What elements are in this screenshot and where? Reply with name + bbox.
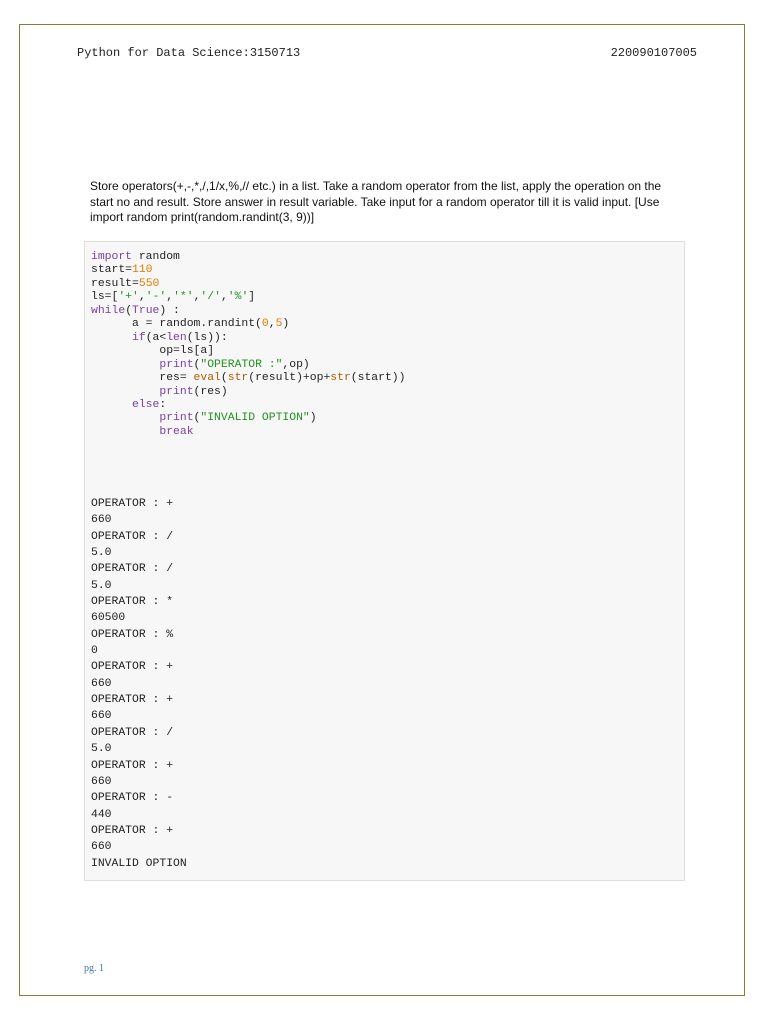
page-number: pg. 1 xyxy=(84,963,104,974)
output-line: OPERATOR : / xyxy=(91,530,174,543)
code-token: print xyxy=(159,358,194,371)
code-line xyxy=(91,251,180,263)
output-line: 440 xyxy=(91,808,112,821)
code-token: (start)) xyxy=(350,372,406,385)
code-token: 0 xyxy=(261,318,269,331)
code-token: if xyxy=(132,331,146,344)
output-line: OPERATOR : / xyxy=(91,726,174,739)
code-token xyxy=(91,412,159,424)
code-token: '%' xyxy=(227,291,249,304)
code-token: ( xyxy=(220,372,228,385)
code-token: print xyxy=(159,385,194,398)
code-line xyxy=(91,332,228,344)
code-token: "OPERATOR :" xyxy=(200,358,283,371)
output-line: INVALID OPTION xyxy=(91,857,187,870)
code-token: ) xyxy=(309,412,317,425)
code-token: ( xyxy=(193,412,201,425)
enrollment-number: 220090107005 xyxy=(610,46,697,60)
code-token: result= xyxy=(91,277,139,290)
output-line: 660 xyxy=(91,677,112,690)
code-token: while xyxy=(91,304,126,317)
code-token: ) : xyxy=(159,304,180,317)
code-token: '+' xyxy=(118,291,139,304)
output-line: OPERATOR : + xyxy=(91,661,174,674)
code-token: (res) xyxy=(193,385,228,398)
code-token: , xyxy=(268,318,276,331)
question-text: Store operators(+,-,*,/,1/x,%,// etc.) in a list. Take a random operator from the list, apply the operation on the start no and result. Store answer in result variable. Take input for a random operator till it is valid input. [Use import random print(random.randint(3, 9))] xyxy=(90,179,662,224)
code-token: 5 xyxy=(275,318,283,331)
code-token: ( xyxy=(193,358,201,371)
output-line: 0 xyxy=(91,645,98,658)
code-line xyxy=(91,399,166,411)
code-token: 550 xyxy=(138,277,160,290)
output-line: OPERATOR : * xyxy=(91,596,174,609)
code-block xyxy=(91,251,405,439)
output-line: OPERATOR : + xyxy=(91,824,174,837)
code-token: break xyxy=(159,425,194,438)
code-token: , xyxy=(166,291,174,304)
code-token: str xyxy=(227,372,249,385)
output-line: 5.0 xyxy=(91,743,112,756)
code-token: eval xyxy=(193,372,221,385)
code-token: : xyxy=(159,398,167,411)
code-token: (result)+op+ xyxy=(248,372,331,385)
code-token xyxy=(91,399,132,411)
code-token: (a< xyxy=(145,331,167,344)
output-line: 660 xyxy=(91,514,112,527)
code-line xyxy=(91,291,255,303)
code-line xyxy=(91,359,310,371)
code-token: '-' xyxy=(145,291,167,304)
output-line: OPERATOR : - xyxy=(91,792,174,805)
code-token: start= xyxy=(91,264,133,277)
output-line: OPERATOR : + xyxy=(91,759,174,772)
code-token: random xyxy=(132,251,180,263)
code-token: , xyxy=(193,291,201,304)
code-token xyxy=(91,359,159,371)
code-token: print xyxy=(159,412,194,425)
code-token: , xyxy=(220,291,228,304)
output-line: OPERATOR : + xyxy=(91,498,174,510)
output-line: 660 xyxy=(91,841,112,854)
code-token: len xyxy=(166,331,187,344)
code-token xyxy=(91,386,159,398)
code-token: ) xyxy=(282,318,290,331)
code-token: "INVALID OPTION" xyxy=(200,412,310,425)
code-token: res= xyxy=(91,372,194,385)
code-token: True xyxy=(132,304,160,317)
code-token: '*' xyxy=(173,291,194,304)
code-token: else xyxy=(132,398,160,411)
code-token: ls=[ xyxy=(91,291,119,304)
code-line xyxy=(91,372,405,384)
code-line xyxy=(91,426,194,438)
output-line: OPERATOR : + xyxy=(91,694,174,707)
code-cell xyxy=(84,241,685,881)
code-token: op=ls[a] xyxy=(91,345,215,358)
code-line xyxy=(91,318,289,330)
code-token xyxy=(91,332,132,344)
code-token: , xyxy=(138,291,146,304)
code-token: (ls)): xyxy=(186,331,228,344)
code-token: ,op) xyxy=(282,358,310,371)
code-token: str xyxy=(330,372,351,385)
code-line xyxy=(91,412,317,424)
code-line xyxy=(91,305,180,317)
code-line xyxy=(91,264,153,276)
code-token: ] xyxy=(248,291,256,304)
code-token: a = random.randint( xyxy=(91,318,262,331)
output-line: OPERATOR : / xyxy=(91,563,174,576)
output-line: OPERATOR : % xyxy=(91,628,174,641)
output-line: 660 xyxy=(91,775,112,788)
code-token xyxy=(91,426,159,438)
code-line xyxy=(91,278,159,290)
code-line xyxy=(91,386,228,398)
code-line xyxy=(91,345,214,357)
output-line: 5.0 xyxy=(91,579,112,592)
output-line: 60500 xyxy=(91,612,126,625)
code-token: 110 xyxy=(132,264,153,277)
output-block xyxy=(91,496,187,872)
course-title: Python for Data Science:3150713 xyxy=(77,46,301,60)
output-line: 660 xyxy=(91,710,112,723)
code-token: '/' xyxy=(200,291,221,304)
code-token: ( xyxy=(125,304,133,317)
code-token: import xyxy=(91,251,133,263)
output-line: 5.0 xyxy=(91,547,112,560)
